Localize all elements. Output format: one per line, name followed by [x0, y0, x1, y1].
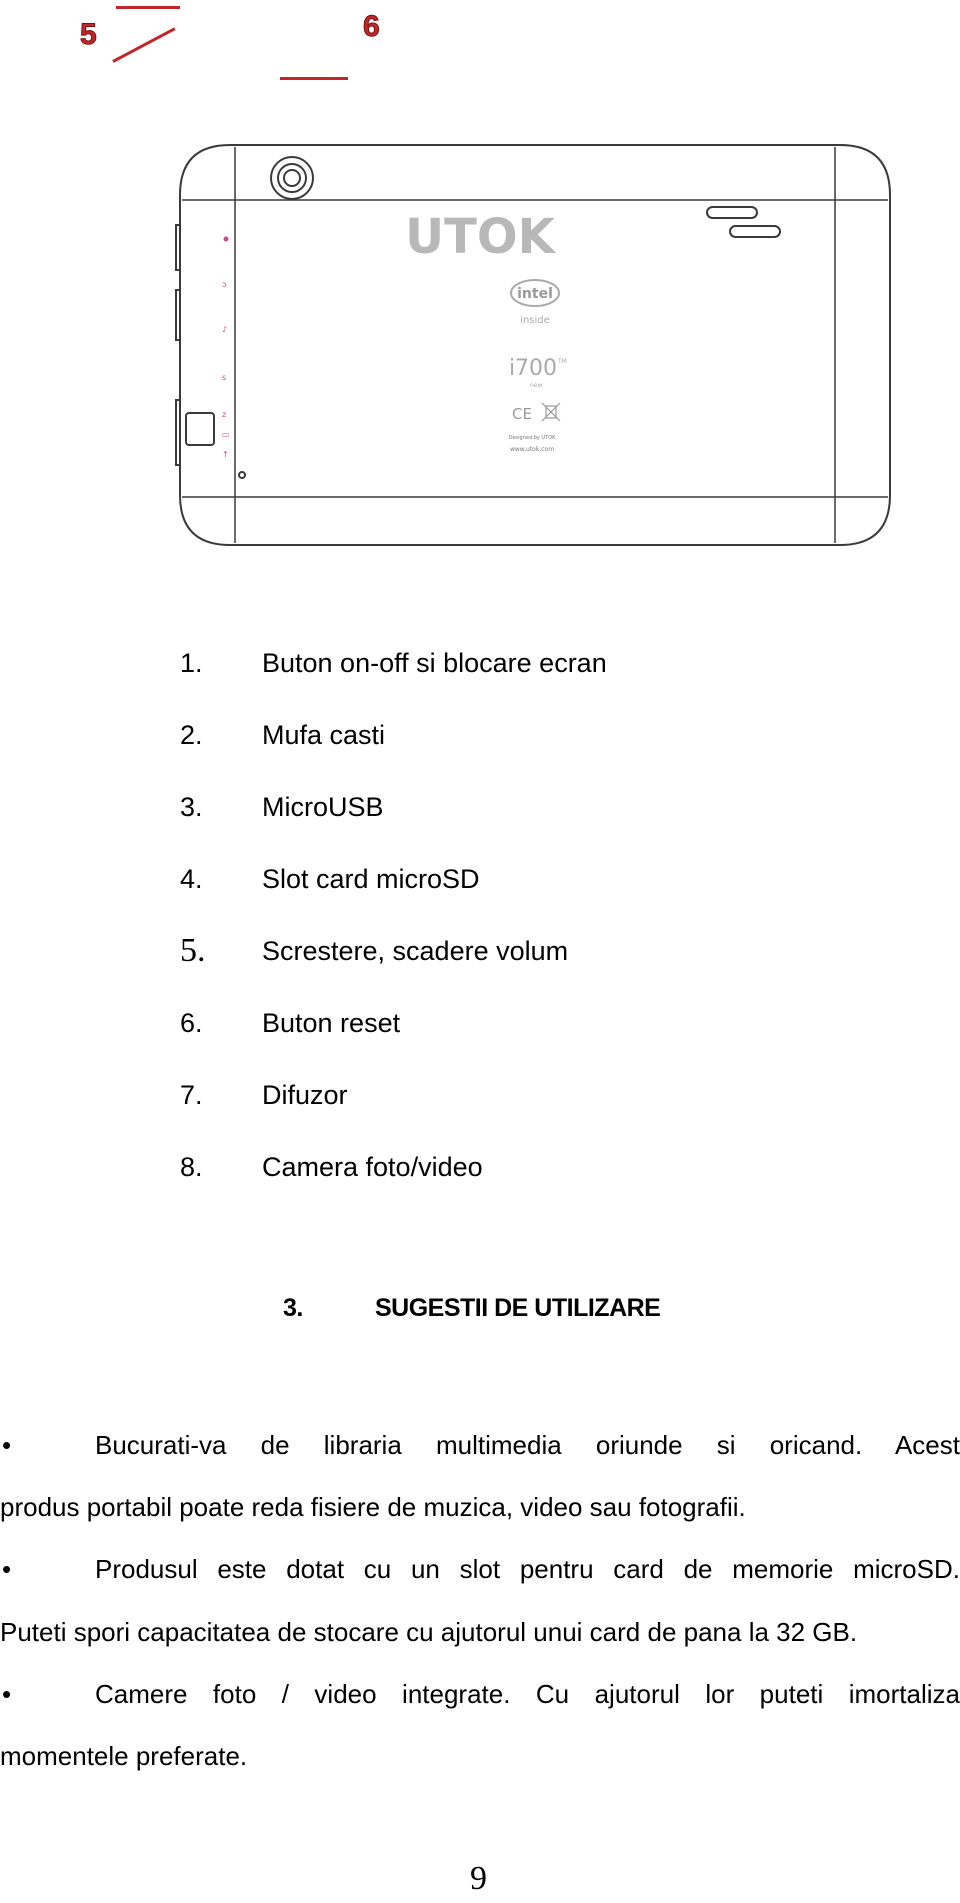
component-legend: [180, 648, 607, 1224]
tip-first-line: Produsul este dotat cu un slot pentru card de memorie microSD.: [95, 1554, 960, 1585]
legend-label: MicroUSB: [262, 792, 384, 822]
legend-label: Difuzor: [262, 1080, 348, 1110]
legend-item: [180, 1080, 607, 1152]
sd-label-icon: s: [222, 373, 227, 382]
page-number: 9: [470, 1860, 487, 1897]
tablet-outline: [180, 145, 890, 545]
mic-label-icon: ♪: [222, 325, 228, 334]
callout-line: [116, 6, 180, 9]
legend-label: Buton reset: [262, 1008, 401, 1038]
svg-text:intel: intel: [517, 286, 553, 302]
power-label-icon: [224, 237, 229, 242]
weee-icon: [542, 403, 560, 421]
legend-number: 8.: [180, 1152, 203, 1182]
speaker-grille: [707, 207, 757, 218]
model-label: i700: [508, 356, 558, 381]
legend-label: Screstere, scadere volum: [262, 936, 569, 966]
section-heading: [283, 1294, 660, 1323]
svg-text:Designed by UTOK: Designed by UTOK: [508, 435, 556, 441]
legend-item: [180, 1152, 607, 1224]
tip-continuation: produs portabil poate reda fisiere de muzica, video sau fotografii.: [0, 1492, 746, 1523]
bullet-icon: •: [2, 1554, 12, 1585]
bullet-icon: •: [2, 1678, 12, 1709]
tablet-back-illustration: [170, 135, 900, 555]
ce-mark: CE: [512, 405, 532, 423]
legend-number: 4.: [180, 864, 203, 894]
legend-number: 2.: [180, 720, 203, 750]
dc-label-icon: ▭: [222, 430, 230, 439]
svg-text:new: new: [530, 382, 543, 389]
section-title: SUGESTII DE UTILIZARE: [375, 1294, 661, 1322]
legend-number: 7.: [180, 1080, 203, 1110]
bullet-icon: •: [2, 1430, 12, 1460]
usb-label-icon: z: [222, 410, 227, 419]
legend-label: Slot card microSD: [262, 864, 480, 894]
tip-continuation: Puteti spori capacitatea de stocare cu ajutorul unui card de pana la 32 GB.: [0, 1616, 858, 1647]
legend-item: [180, 792, 607, 864]
legend-number: 1.: [180, 648, 203, 678]
legend-number: 6.: [180, 1008, 203, 1038]
svg-text:inside: inside: [520, 315, 550, 326]
usb-port: [186, 413, 214, 445]
legend-number: 3.: [180, 792, 203, 822]
tip-first-line: Bucurati-va de libraria multimedia oriunde si oricand. Acest: [95, 1430, 960, 1460]
tip-paragraph: [0, 1430, 960, 1523]
callout-line: [280, 77, 348, 80]
legend-item: [180, 1008, 607, 1080]
legend-item: [180, 720, 607, 792]
callout-line: [112, 27, 175, 63]
usage-tips: [0, 1430, 960, 1772]
reset-hole: [239, 472, 245, 478]
callout-5: 5: [80, 18, 97, 51]
svg-text:www.utok.com: www.utok.com: [509, 446, 555, 453]
legend-item: [180, 932, 607, 1008]
legend-label: Camera foto/video: [262, 1152, 483, 1182]
legend-item: [180, 648, 607, 720]
brand-logo: UTOK: [405, 209, 555, 265]
tip-first-line: Camere foto / video integrate. Cu ajutorul lor puteti imortaliza: [95, 1678, 960, 1709]
tip-paragraph: [0, 1679, 960, 1772]
legend-label: Buton on-off si blocare ecran: [262, 648, 607, 678]
legend-label: Mufa casti: [262, 720, 386, 750]
section-number: 3.: [283, 1294, 303, 1322]
tip-paragraph: [0, 1554, 960, 1647]
legend-number: 5.: [180, 932, 206, 969]
callout-6: 6: [363, 10, 380, 43]
svg-text:TM: TM: [558, 358, 567, 365]
legend-item: [180, 864, 607, 936]
tip-continuation: momentele preferate.: [0, 1740, 248, 1771]
headphone-label-icon: ↄ: [222, 280, 227, 289]
volume-label-icon: ↑: [222, 450, 229, 459]
